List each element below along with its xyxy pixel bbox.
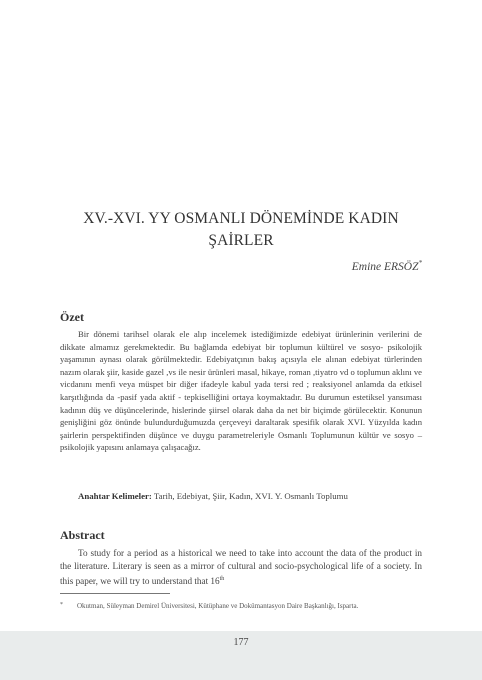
page-number: 177 (233, 637, 249, 648)
abstract-heading: Abstract (60, 528, 105, 542)
title-line-1: XV.-XVI. YY OSMANLI DÖNEMİNDE KADIN (83, 210, 399, 227)
footnote-mark: * (60, 602, 63, 608)
article-title (60, 208, 422, 252)
footnote-divider (60, 593, 170, 594)
author-name (352, 259, 422, 273)
keywords-text: Tarih, Edebiyat, Şiir, Kadın, XVI. Y. Osmanlı Toplumu (153, 491, 348, 501)
author-text: Emine ERSÖZ (351, 260, 419, 273)
abstract-paragraph (60, 547, 422, 589)
ozet-paragraph: Bir dönemi tarihsel olarak ele alıp incelemek istediğimizde edebiyat ürünlerinin verilerini de dikkate almamız gerekmektedir. Bu bağlamda edebiyat bir toplumun kültürel ve sosyo- psikolojik yaşamının aynası olarak görülmektedir. Edebiyatçının bakış açısıyla ele alınan edebiyat türlerinden nazım olarak şiir, kaside gazel ,vs ile nesir ürünleri masal, hikaye, roman ,tiyatro vd o toplumun aklını ve vicdanını menfi veya müspet bir diğer ifadeyle kabul yada tersi red ; reaksiyonel anlamda da etkisel karşıtlığında da -pasif yada aktif - tepkiselliğini ortaya koymaktadır. Bu durumun estetiksel yansıması kadının düş ve düşüncelerinde, hislerinde şiirsel olarak daha da net bir biçimde görülecektir. Konunun genişliğini göz önünde bulundurduğumuzda çerçeveyi daraltarak spesifik olarak XVI. Yüzyılda kadın şairlerin perspektifinden düşünce ve duygu parametreleriyle Osmanlı Toplumunun kültür ve sosyo –psikolojik yapısını anlamaya çalışacağız. (60, 329, 422, 453)
abstract-text: To study for a period as a historical we need to take into account the data of the product in the literature. Literary is seen as a mirror of cultural and socio-psychological life of a society. In this paper, we will try to understand that 16 (60, 548, 422, 587)
keywords (60, 490, 422, 503)
footnote (60, 601, 422, 612)
footnote-text: Okutman, Süleyman Demirel Üniversitesi, Kütüphane ve Dokümantasyon Daire Başkanlığı, Isparta. (77, 602, 359, 610)
ozet-heading: Özet (60, 310, 84, 324)
keywords-label: Anahtar Kelimeler: (78, 491, 152, 501)
abstract-superscript: th (219, 576, 225, 583)
author-footnote-mark: * (418, 259, 422, 267)
title-line-2: ŞAİRLER (208, 232, 274, 249)
